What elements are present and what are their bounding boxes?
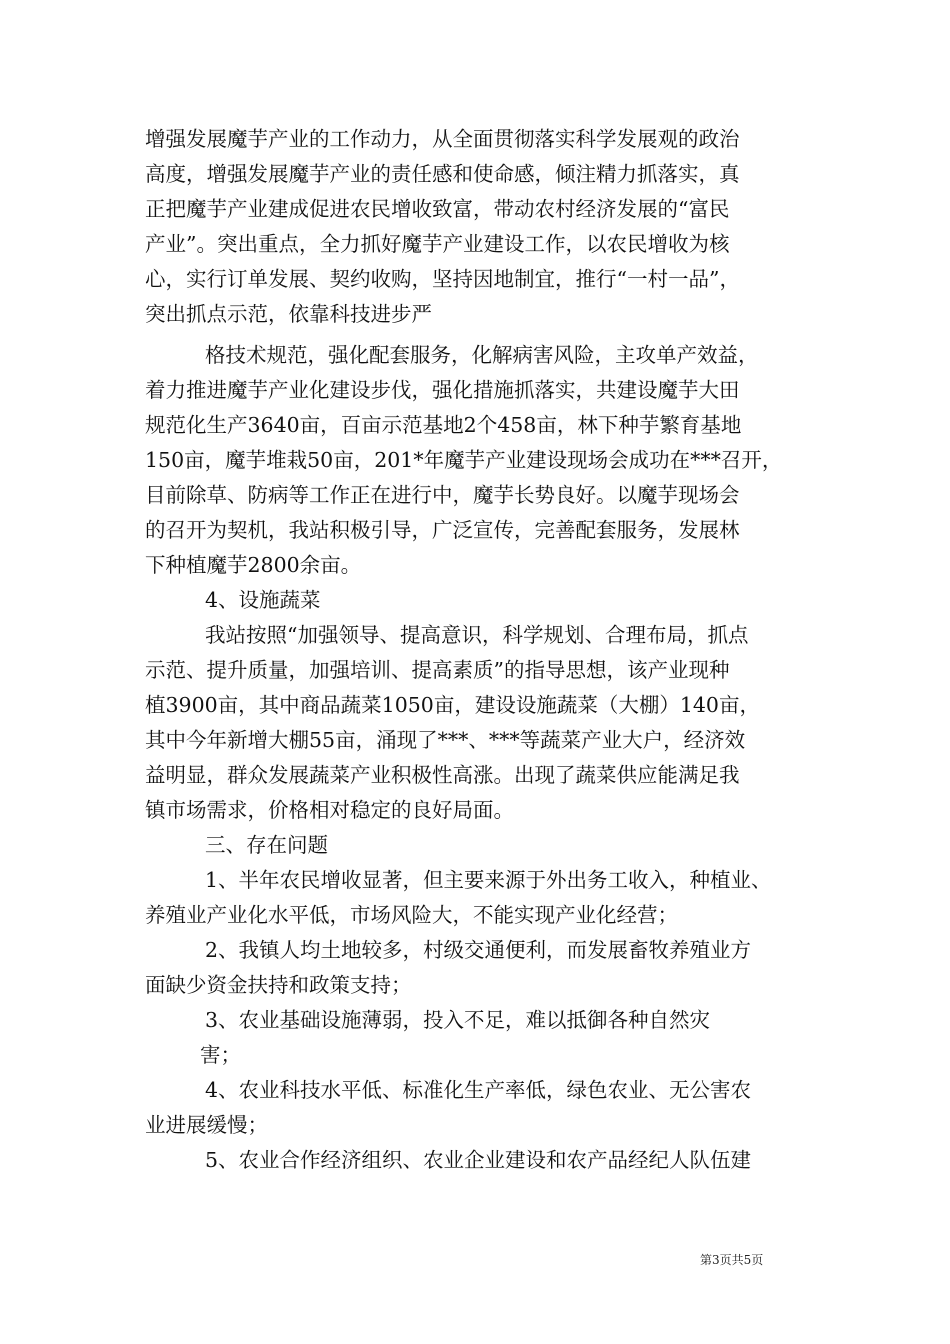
- text-line: 益明显，群众发展蔬菜产业积极性高涨。出现了蔬菜供应能满足我: [145, 763, 740, 787]
- text-line: 1、半年农民增收显著，但主要来源于外出务工收入，种植业、: [205, 868, 772, 892]
- text-line: 格技术规范，强化配套服务，化解病害风险，主攻单产效益，: [205, 343, 759, 367]
- text-line: 镇市场需求，价格相对稳定的良好局面。: [145, 798, 514, 822]
- text-line: 我站按照“加强领导、提高意识，科学规划、合理布局，抓点: [205, 623, 749, 647]
- document-body: [145, 122, 825, 1178]
- text-line: 其中今年新增大棚55亩，涌现了***、***等蔬菜产业大户，经济效: [145, 728, 746, 752]
- text-line: 示范、提升质量，加强培训、提高素质”的指导思想，该产业现种: [145, 658, 730, 682]
- text-line: 产业”。突出重点，全力抓好魔芋产业建设工作，以农民增收为核: [145, 232, 730, 256]
- section-heading: 三、存在问题: [205, 833, 328, 857]
- text-line: 5、农业合作经济组织、农业企业建设和农产品经纪人队伍建: [205, 1148, 752, 1172]
- text-line: 养殖业产业化水平低，市场风险大，不能实现产业化经营；: [145, 903, 678, 927]
- text-line: 规范化生产3640亩，百亩示范基地2个458亩，林下种芋繁育基地: [145, 413, 742, 437]
- text-line: 业进展缓慢；: [145, 1113, 268, 1137]
- text-line: 心，实行订单发展、契约收购，坚持因地制宜，推行“一村一品”，: [145, 267, 740, 291]
- text-line: 面缺少资金扶持和政策支持；: [145, 973, 412, 997]
- text-line: 3、农业基础设施薄弱，投入不足，难以抵御各种自然灾: [205, 1008, 711, 1032]
- text-line: 4、农业科技水平低、标准化生产率低，绿色农业、无公害农: [205, 1078, 752, 1102]
- text-line: 高度，增强发展魔芋产业的责任感和使命感，倾注精力抓落实，真: [145, 162, 740, 186]
- text-line: 突出抓点示范，依靠科技进步严: [145, 302, 432, 326]
- text-line: 增强发展魔芋产业的工作动力，从全面贯彻落实科学发展观的政治: [145, 127, 740, 151]
- text-line: 植3900亩，其中商品蔬菜1050亩，建设设施蔬菜（大棚）140亩，: [145, 693, 760, 717]
- section-heading: 4、设施蔬菜: [205, 588, 321, 612]
- text-line: 的召开为契机，我站积极引导，广泛宣传，完善配套服务，发展林: [145, 518, 740, 542]
- text-line: 下种植魔芋2800余亩。: [145, 553, 362, 577]
- text-line: 正把魔芋产业建成促进农民增收致富，带动农村经济发展的“富民: [145, 197, 730, 221]
- text-line: 着力推进魔芋产业化建设步伐，强化措施抓落实，共建设魔芋大田: [145, 378, 740, 402]
- page-number-footer: 第3页共5页: [700, 1253, 764, 1267]
- text-line: 目前除草、防病等工作正在进行中，魔芋长势良好。以魔芋现场会: [145, 483, 740, 507]
- text-line: 2、我镇人均土地较多，村级交通便利，而发展畜牧养殖业方: [205, 938, 752, 962]
- text-line: 害；: [200, 1043, 241, 1067]
- text-line: 150亩，魔芋堆栽50亩，201*年魔芋产业建设现场会成功在***召开，: [145, 448, 783, 472]
